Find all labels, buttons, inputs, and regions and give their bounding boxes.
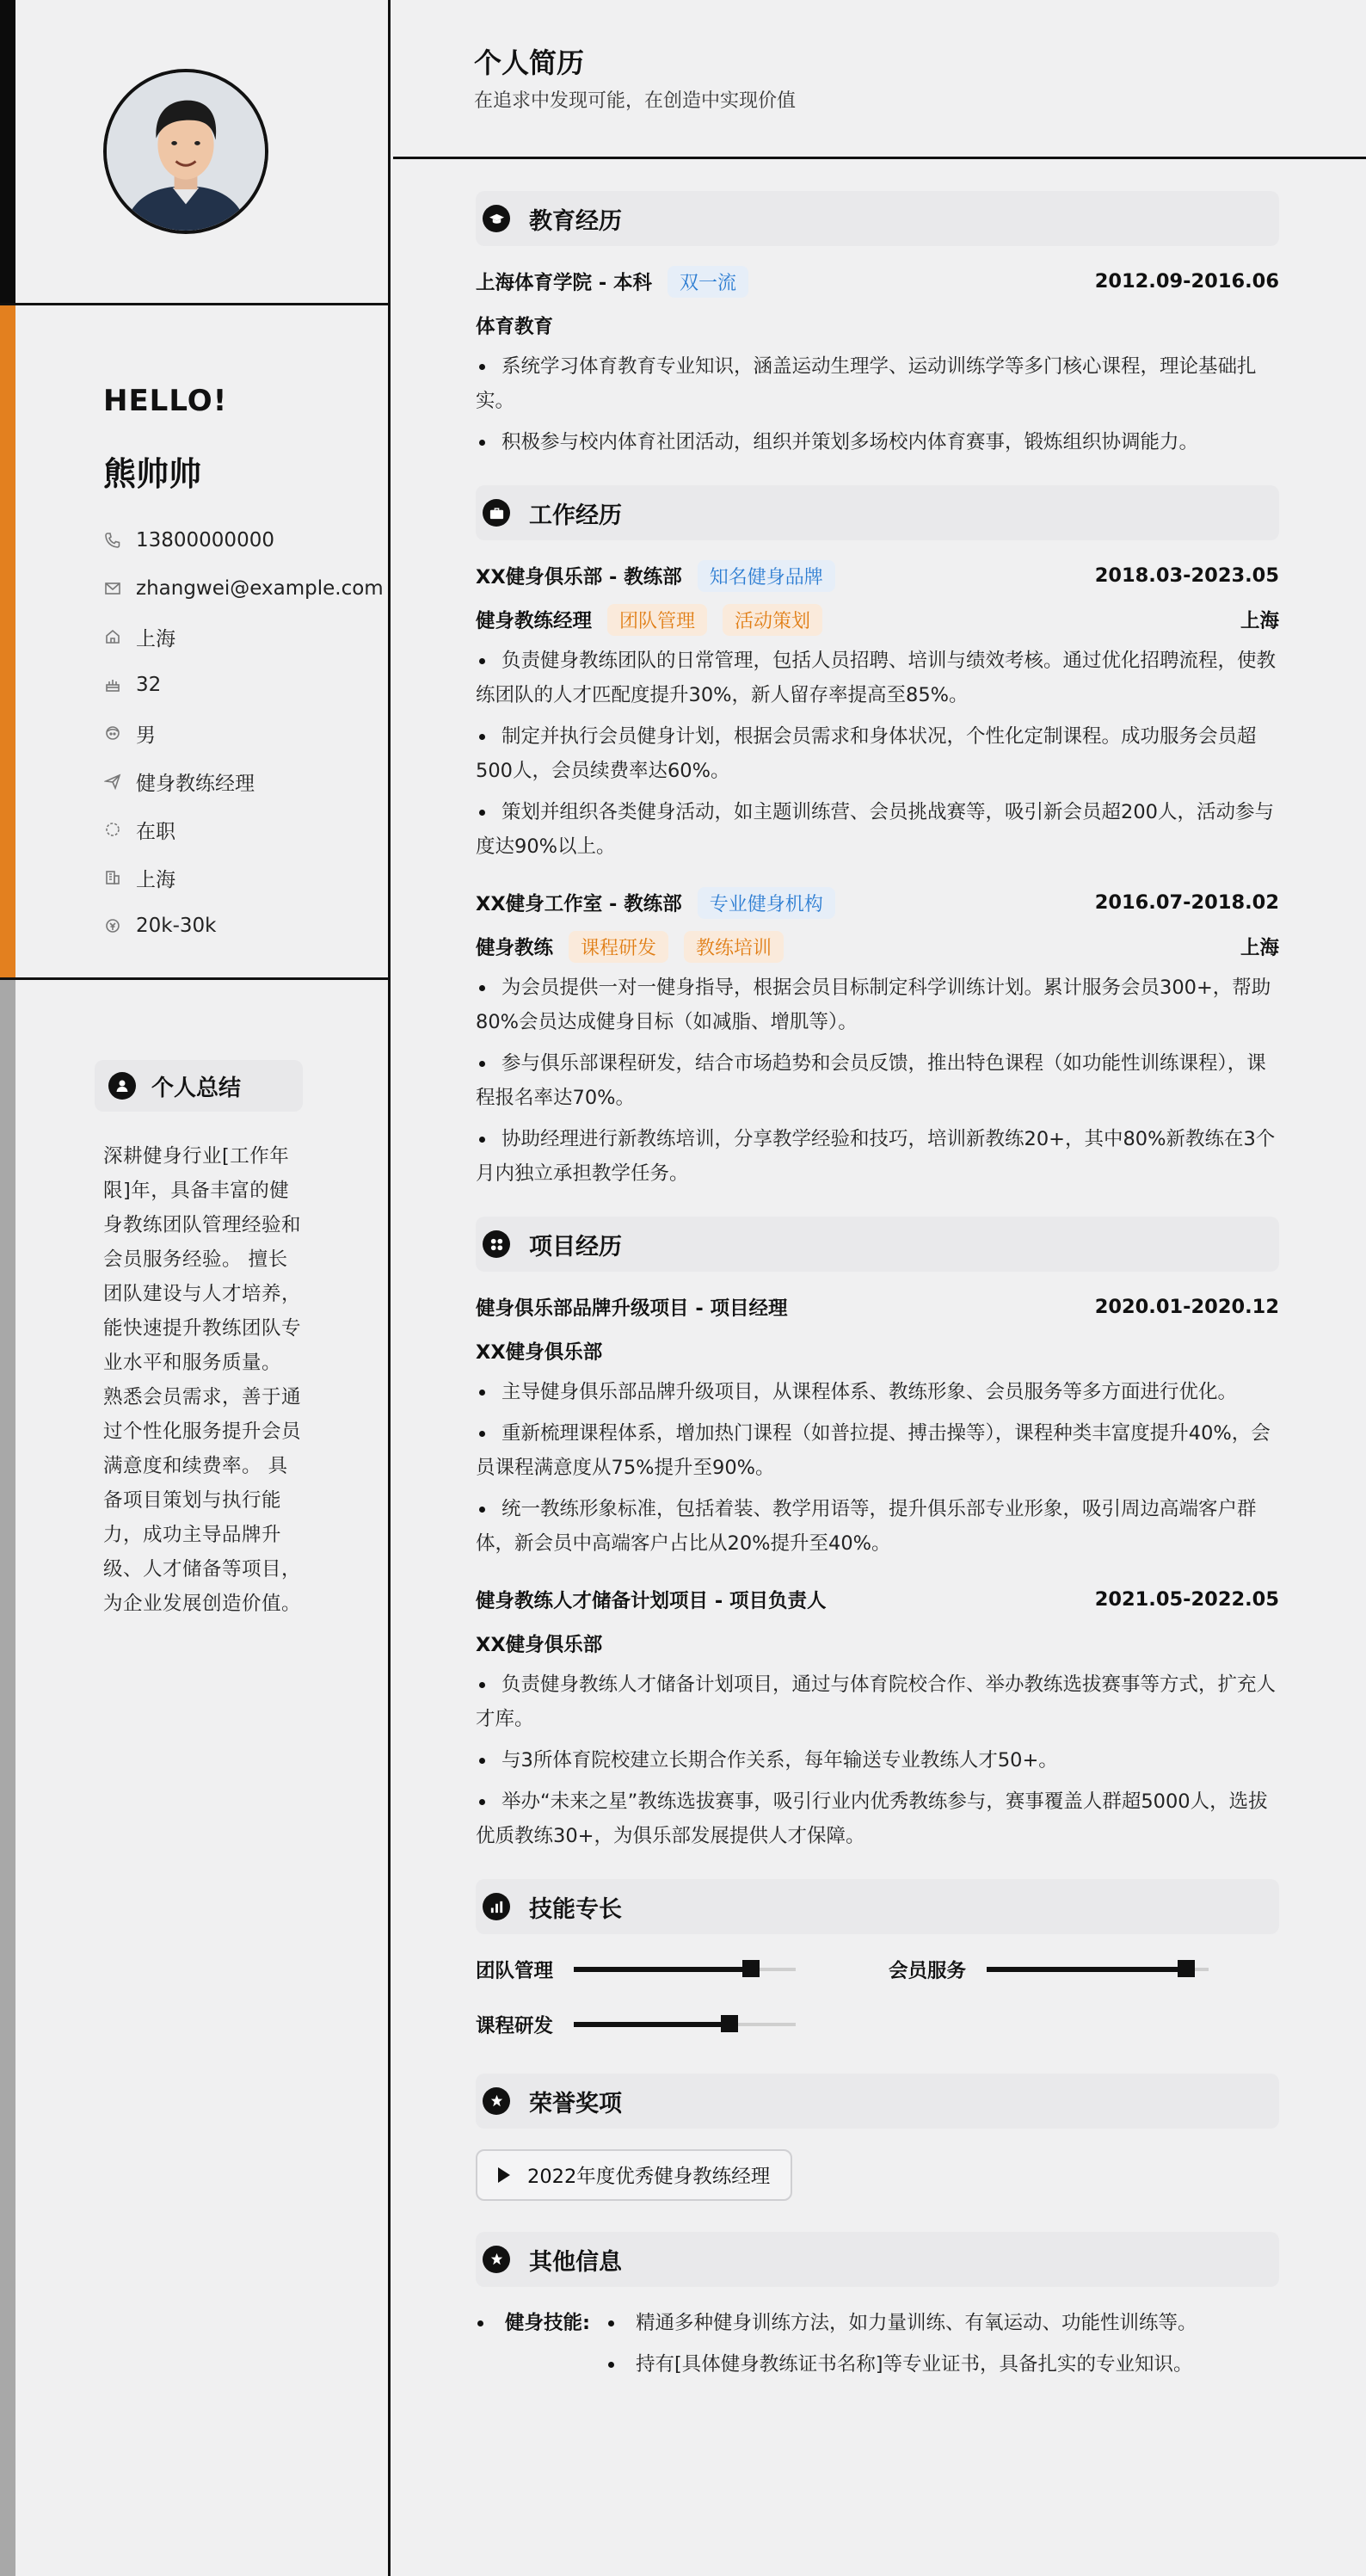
list-item: 制定并执行会员健身计划，根据会员需求和身体状况，个性化定制课程。成功服务会员超500人，会员续费率达60%。: [476, 719, 1279, 788]
skill-knob: [1178, 1960, 1195, 1977]
job-location: 上海: [1240, 937, 1279, 959]
section-title: 其他信息: [529, 2248, 622, 2276]
section-title: 技能专长: [529, 1895, 622, 1923]
bar-chart-icon: [483, 1893, 510, 1920]
skill-fill: [574, 1967, 751, 1972]
section-title: 项目经历: [529, 1233, 622, 1260]
bullet-list: [476, 644, 1279, 864]
project-entry: [476, 1287, 1279, 1561]
education-section: [476, 191, 1279, 459]
page-header: [393, 0, 1366, 159]
cake-icon: [103, 675, 122, 694]
role-tag: 团队管理: [607, 604, 707, 636]
section-heading: [476, 1217, 1279, 1272]
skill-knob: [742, 1960, 760, 1977]
project-name: 健身俱乐部品牌升级项目 - 项目经理: [476, 1297, 788, 1320]
project-name: 健身教练人才储备计划项目 - 项目负责人: [476, 1590, 827, 1612]
skill-name: 课程研发: [476, 2015, 554, 2037]
bullet-list: [476, 349, 1279, 459]
school-tag: 双一流: [668, 266, 748, 298]
info-text: 男: [136, 724, 156, 747]
info-text: 在职: [136, 820, 175, 843]
divider: [0, 977, 391, 980]
mail-icon: [103, 579, 122, 598]
job-role: 健身教练: [476, 937, 554, 959]
accent-strip-black: [0, 0, 15, 305]
section-title: 工作经历: [529, 502, 622, 529]
bullet-list: [476, 1375, 1279, 1561]
company-tag: 专业健身机构: [698, 887, 835, 919]
info-text: zhangwei@example.com: [136, 577, 384, 600]
page-subtitle: 在追求中发现可能，在创造中实现价值: [474, 90, 797, 112]
company-tag: 知名健身品牌: [698, 560, 835, 592]
list-item: 负责健身教练人才储备计划项目，通过与体育院校合作、举办教练选拔赛事等方式，扩充人才库。: [476, 1667, 1279, 1736]
other-list: [606, 2302, 1197, 2385]
work-entry: [476, 883, 1279, 1191]
avatar: [103, 69, 268, 234]
section-title: 荣誉奖项: [529, 2090, 622, 2117]
sidebar: [0, 0, 391, 2576]
list-item: 积极参与校内体育社团活动，组织并策划多场校内体育赛事，锻炼组织协调能力。: [476, 425, 1279, 459]
contact-info-list: [103, 516, 384, 950]
info-work-city: [103, 854, 384, 902]
info-location: [103, 613, 384, 661]
date-range: 2012.09-2016.06: [1094, 270, 1279, 293]
project-org: XX健身俱乐部: [476, 1634, 603, 1656]
project-entry: [476, 1580, 1279, 1853]
project-org: XX健身俱乐部: [476, 1341, 603, 1364]
date-range: 2020.01-2020.12: [1094, 1296, 1279, 1318]
info-gender: [103, 709, 384, 757]
section-title: 教育经历: [529, 207, 622, 235]
info-text: 32: [136, 674, 162, 696]
page-title: 个人简历: [474, 46, 585, 79]
company-name: XX健身工作室 - 教练部: [476, 893, 682, 915]
date-range: 2021.05-2022.05: [1094, 1588, 1279, 1611]
role-tag: 课程研发: [569, 931, 668, 963]
summary-title: 个人总结: [151, 1075, 242, 1101]
gender-icon: [103, 724, 122, 743]
work-section: [476, 485, 1279, 1191]
list-item: 负责健身教练团队的日常管理，包括人员招聘、培训与绩效考核。通过优化招聘流程，使教练团队的人才匹配度提升30%，新人留存率提高至85%。: [476, 644, 1279, 712]
date-range: 2016.07-2018.02: [1094, 891, 1279, 914]
list-item: 为会员提供一对一健身指导，根据会员目标制定科学训练计划。累计服务会员300+，帮助80%会员达成健身目标（如减脂、增肌等）。: [476, 971, 1279, 1039]
section-heading: [476, 2074, 1279, 2129]
graduation-cap-icon: [483, 205, 510, 232]
summary-heading: [95, 1060, 303, 1112]
honor-text: 2022年度优秀健身教练经理: [527, 2166, 771, 2188]
list-item: 举办“未来之星”教练选拔赛事，吸引行业内优秀教练参与，赛事覆盖人群超5000人，选拔优质教练30+，为俱乐部发展提供人才保障。: [476, 1784, 1279, 1853]
person-name: 熊帅帅: [103, 455, 202, 493]
other-key: 健身技能:: [476, 2302, 606, 2385]
list-item: 统一教练形象标准，包括着装、教学用语等，提升俱乐部专业形象，吸引周边高端客户群体，新会员中高端客户占比从20%提升至40%。: [476, 1492, 1279, 1561]
honors-section: [476, 2074, 1279, 2232]
section-heading: [476, 191, 1279, 246]
main-content: [393, 0, 1366, 2576]
list-item: 参与俱乐部课程研发，结合市场趋势和会员反馈，推出特色课程（如功能性训练课程），课程报名率达70%。: [476, 1046, 1279, 1115]
award-icon: [483, 2246, 510, 2273]
skill-fill: [987, 1967, 1186, 1972]
list-item: 系统学习体育教育专业知识，涵盖运动生理学、运动训练学等多门核心课程，理论基础扎实。: [476, 349, 1279, 418]
list-item: 与3所体育院校建立长期合作关系，每年输送专业教练人才50+。: [476, 1743, 1279, 1778]
job-role: 健身教练经理: [476, 610, 593, 632]
role-tag: 活动策划: [723, 604, 822, 636]
projects-section: [476, 1217, 1279, 1853]
info-text: 13800000000: [136, 529, 274, 552]
info-text: 上海: [136, 627, 175, 650]
info-salary: [103, 902, 384, 950]
job-location: 上海: [1240, 610, 1279, 632]
skill-name: 会员服务: [889, 1960, 967, 1982]
skill-item: [889, 1950, 1279, 1989]
other-info-section: [476, 2232, 1279, 2385]
work-entry: [476, 556, 1279, 864]
list-item: 策划并组织各类健身活动，如主题训练营、会员挑战赛等，吸引新会员超200人，活动参与度达90%以上。: [476, 795, 1279, 864]
skill-track: [574, 1968, 796, 1971]
hello-heading: HELLO!: [103, 384, 228, 418]
summary-text: 深耕健身行业[工作年限]年，具备丰富的健身教练团队管理经验和会员服务经验。 擅长团队建设与人才培养，能快速提升教练团队专业水平和服务质量。 熟悉会员需求，善于通过个性化服务提升会员满意度和续费率。 具备项目策划与执行能力，成功主导品牌升级、人才储备等项目，为企业发展创造价值。: [103, 1145, 302, 1615]
skill-track: [987, 1968, 1209, 1971]
avatar-photo: [107, 72, 265, 231]
building-icon: [103, 868, 122, 887]
skill-track: [574, 2023, 796, 2026]
skill-knob: [721, 2015, 738, 2032]
send-icon: [103, 772, 122, 791]
salary-icon: [103, 916, 122, 935]
bullet-list: [476, 971, 1279, 1191]
role-tag: 教练培训: [684, 931, 784, 963]
briefcase-icon: [483, 499, 510, 527]
accent-strip-orange: [0, 305, 15, 979]
info-text: 上海: [136, 868, 175, 891]
company-name: XX健身俱乐部 - 教练部: [476, 566, 682, 589]
skill-item: [476, 1950, 889, 1989]
section-heading: [476, 2232, 1279, 2287]
school-name: 上海体育学院 - 本科: [476, 272, 653, 294]
accent-strip-gray: [0, 979, 15, 2576]
skill-item: [476, 2005, 889, 2044]
major: 体育教育: [476, 316, 554, 338]
date-range: 2018.03-2023.05: [1094, 564, 1279, 587]
divider: [0, 303, 391, 305]
education-entry: [476, 262, 1279, 459]
status-icon: [103, 820, 122, 839]
info-phone: [103, 516, 384, 564]
info-email: [103, 564, 384, 613]
grid-icon: [483, 1230, 510, 1258]
list-item: 持有[具体健身教练证书名称]等专业证书，具备扎实的专业知识。: [606, 2344, 1197, 2385]
skills-section: [476, 1879, 1279, 2044]
skill-name: 团队管理: [476, 1960, 554, 1982]
list-item: 主导健身俱乐部品牌升级项目，从课程体系、教练形象、会员服务等多方面进行优化。: [476, 1375, 1279, 1409]
bullet-list: [476, 1667, 1279, 1853]
phone-icon: [103, 531, 122, 550]
info-text: 健身教练经理: [136, 772, 255, 795]
honor-item[interactable]: [476, 2149, 792, 2201]
list-item: 精通多种健身训练方法，如力量训练、有氧运动、功能性训练等。: [606, 2302, 1197, 2344]
info-text: 20k-30k: [136, 915, 217, 937]
home-icon: [103, 627, 122, 646]
section-heading: [476, 485, 1279, 540]
skill-fill: [574, 2022, 729, 2027]
list-item: 协助经理进行新教练培训，分享教学经验和技巧，培训新教练20+，其中80%新教练在3个月内独立承担教学任务。: [476, 1122, 1279, 1191]
info-status: [103, 805, 384, 854]
person-icon: [108, 1072, 136, 1100]
award-icon: [483, 2087, 510, 2115]
info-position: [103, 757, 384, 805]
list-item: 重新梳理课程体系，增加热门课程（如普拉提、搏击操等），课程种类丰富度提升40%，会员课程满意度从75%提升至90%。: [476, 1416, 1279, 1485]
section-heading: [476, 1879, 1279, 1934]
play-triangle-icon: [498, 2167, 510, 2183]
info-age: [103, 661, 384, 709]
